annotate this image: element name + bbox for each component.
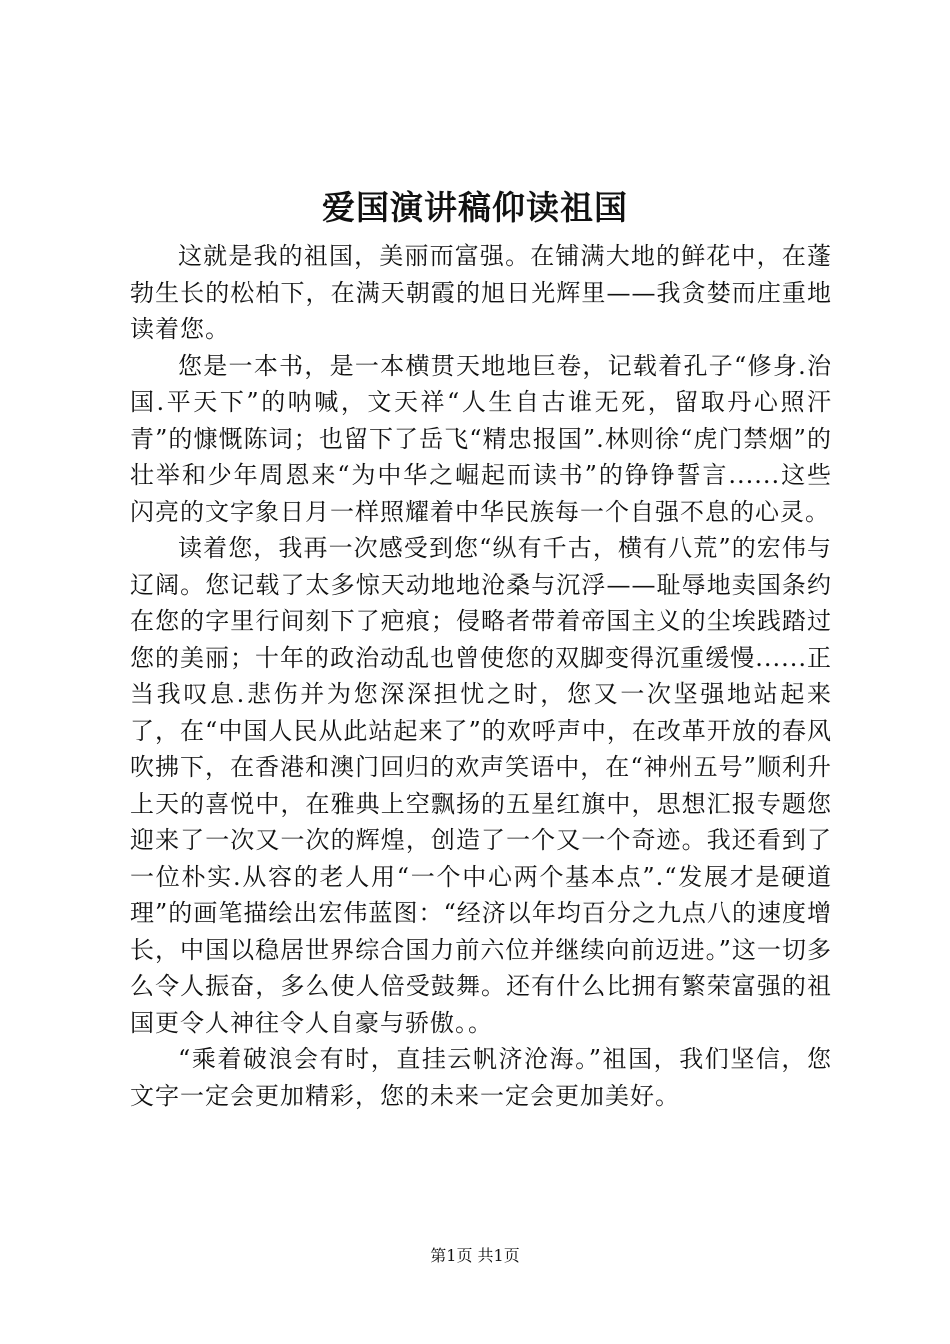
paragraph-2: 您是一本书，是一本横贯天地地巨卷，记载着孔子“修身.治国.平天下”的呐喊，文天祥“人生自古谁无死，留取丹心照汗青”的慷慨陈词；也留下了岳飞“精忠报国”.林则徐“虎门禁烟”的壮举和少年周恩来“为中华之崛起而读书”的铮铮誓言......这些闪亮的文字象日月一样照耀着中华民族每一个自强不息的心灵。	[130, 351, 832, 526]
document-title: 爱国演讲稿仰读祖国	[322, 188, 628, 227]
paragraph-4: “乘着破浪会有时，直挂云帆济沧海。”祖国，我们坚信，您文字一定会更加精彩，您的未来一定会更加美好。	[130, 1045, 832, 1110]
paragraph-1: 这就是我的祖国，美丽而富强。在铺满大地的鲜花中，在蓬勃生长的松柏下，在满天朝霞的旭日光辉里——我贪婪而庄重地读着您。	[130, 242, 832, 343]
paragraph-3: 读着您，我再一次感受到您“纵有千古，横有八荒”的宏伟与辽阔。您记载了太多惊天动地地沧桑与沉浮——耻辱地卖国条约在您的字里行间刻下了疤痕；侵略者带着帝国主义的尘埃践踏过您的美丽；十年的政治动乱也曾使您的双脚变得沉重缓慢......正当我叹息.悲伤并为您深深担忧之时，您又一次坚强地站起来了，在“中国人民从此站起来了”的欢呼声中，在改革开放的春风吹拂下，在香港和澳门回归的欢声笑语中，在“神州五号”顺利升上天的喜悦中，在雅典上空飘扬的五星红旗中，思想汇报专题您迎来了一次又一次的辉煌，创造了一个又一个奇迹。我还看到了一位朴实.从容的老人用“一个中心两个基本点”.“发展才是硬道理”的画笔描绘出宏伟蓝图：“经济以年均百分之九点八的速度增长，中国以稳居世界综合国力前六位并继续向前迈进。”这一切多么令人振奋，多么使人倍受鼓舞。还有什么比拥有繁荣富强的祖国更令人神往令人自豪与骄傲。。	[130, 534, 832, 1037]
page-footer: 第1页 共1页	[430, 1246, 520, 1265]
document-body	[130, 238, 832, 1114]
